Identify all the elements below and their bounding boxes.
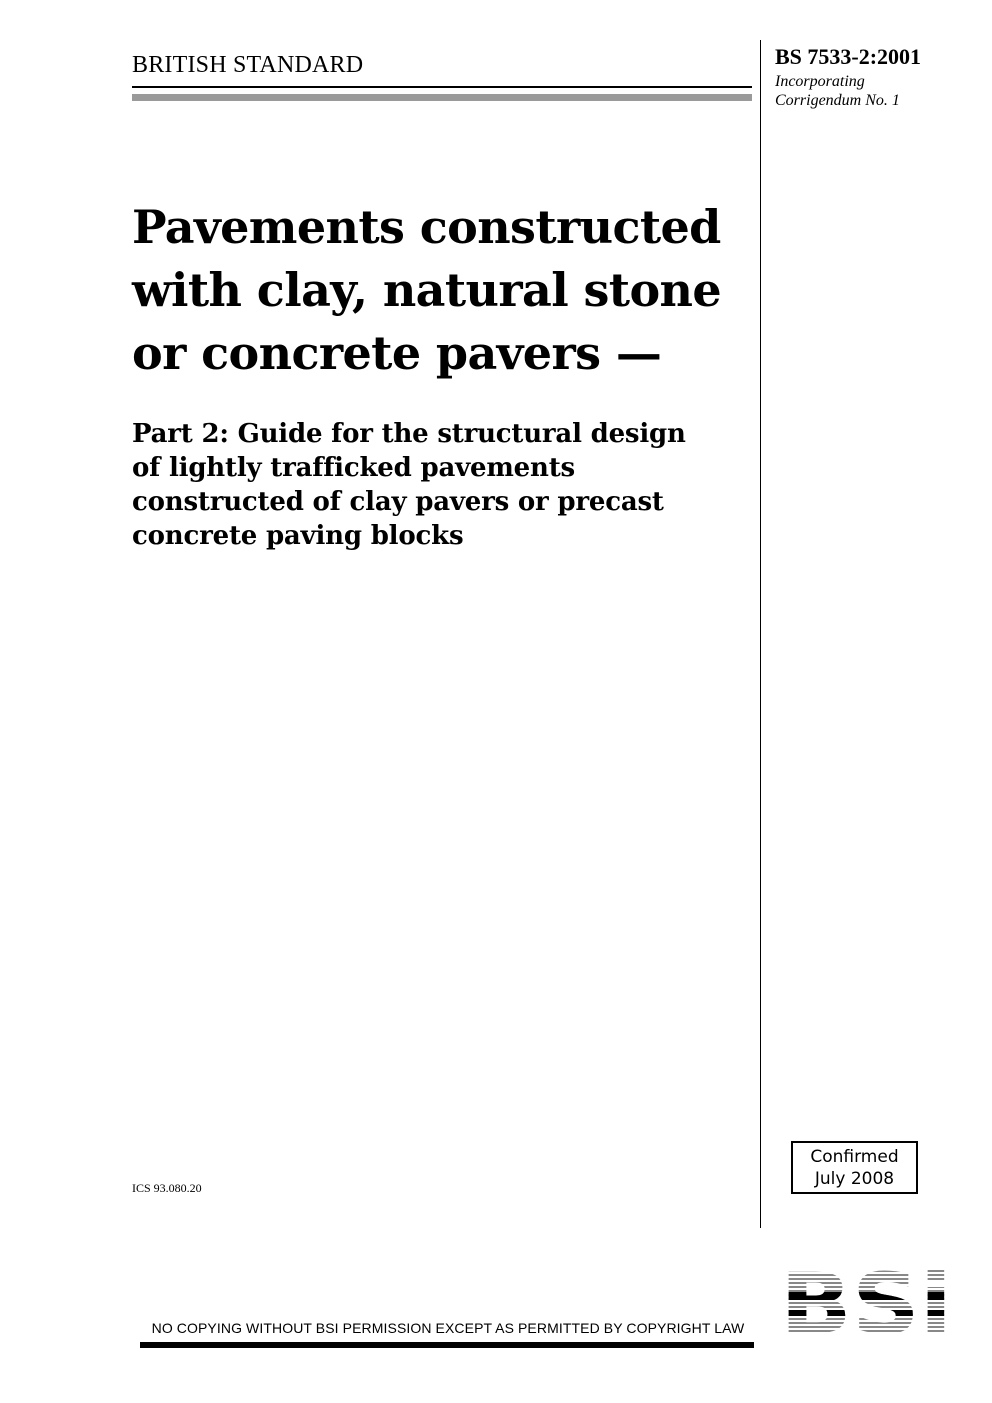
confirmed-label: Confirmed bbox=[810, 1147, 899, 1167]
header-rule bbox=[132, 86, 752, 88]
confirmed-date: July 2008 bbox=[814, 1169, 895, 1189]
subtitle-line-2: of lightly trafficked pavements bbox=[132, 453, 575, 483]
document-series-label: BRITISH STANDARD bbox=[132, 52, 364, 78]
footer-rule bbox=[140, 1342, 754, 1348]
subtitle-line-1: Part 2: Guide for the structural design bbox=[132, 419, 686, 449]
copyright-notice: NO COPYING WITHOUT BSI PERMISSION EXCEPT AS PERMITTED BY COPYRIGHT LAW bbox=[151, 1320, 745, 1336]
title-line-1: Pavements constructed bbox=[132, 200, 721, 254]
ics-code: ICS 93.080.20 bbox=[132, 1181, 202, 1195]
bsi-logo-graphic bbox=[780, 1270, 956, 1336]
title-line-2: with clay, natural stone bbox=[132, 263, 722, 317]
title-line-3: or concrete pavers — bbox=[132, 326, 662, 380]
document-subtitle bbox=[132, 417, 752, 553]
bsi-logo bbox=[780, 1270, 956, 1336]
standard-number: BS 7533-2:2001 bbox=[775, 44, 922, 69]
document-title bbox=[132, 196, 752, 385]
header-grey-band bbox=[132, 94, 752, 101]
corrigendum-line-2: Corrigendum No. 1 bbox=[775, 92, 900, 109]
subtitle-line-4: concrete paving blocks bbox=[132, 521, 464, 551]
corrigendum-note bbox=[775, 72, 900, 110]
confirmed-stamp bbox=[791, 1141, 918, 1194]
subtitle-line-3: constructed of clay pavers or precast bbox=[132, 487, 664, 517]
corrigendum-line-1: Incorporating bbox=[775, 73, 865, 90]
vertical-divider bbox=[760, 40, 761, 1228]
